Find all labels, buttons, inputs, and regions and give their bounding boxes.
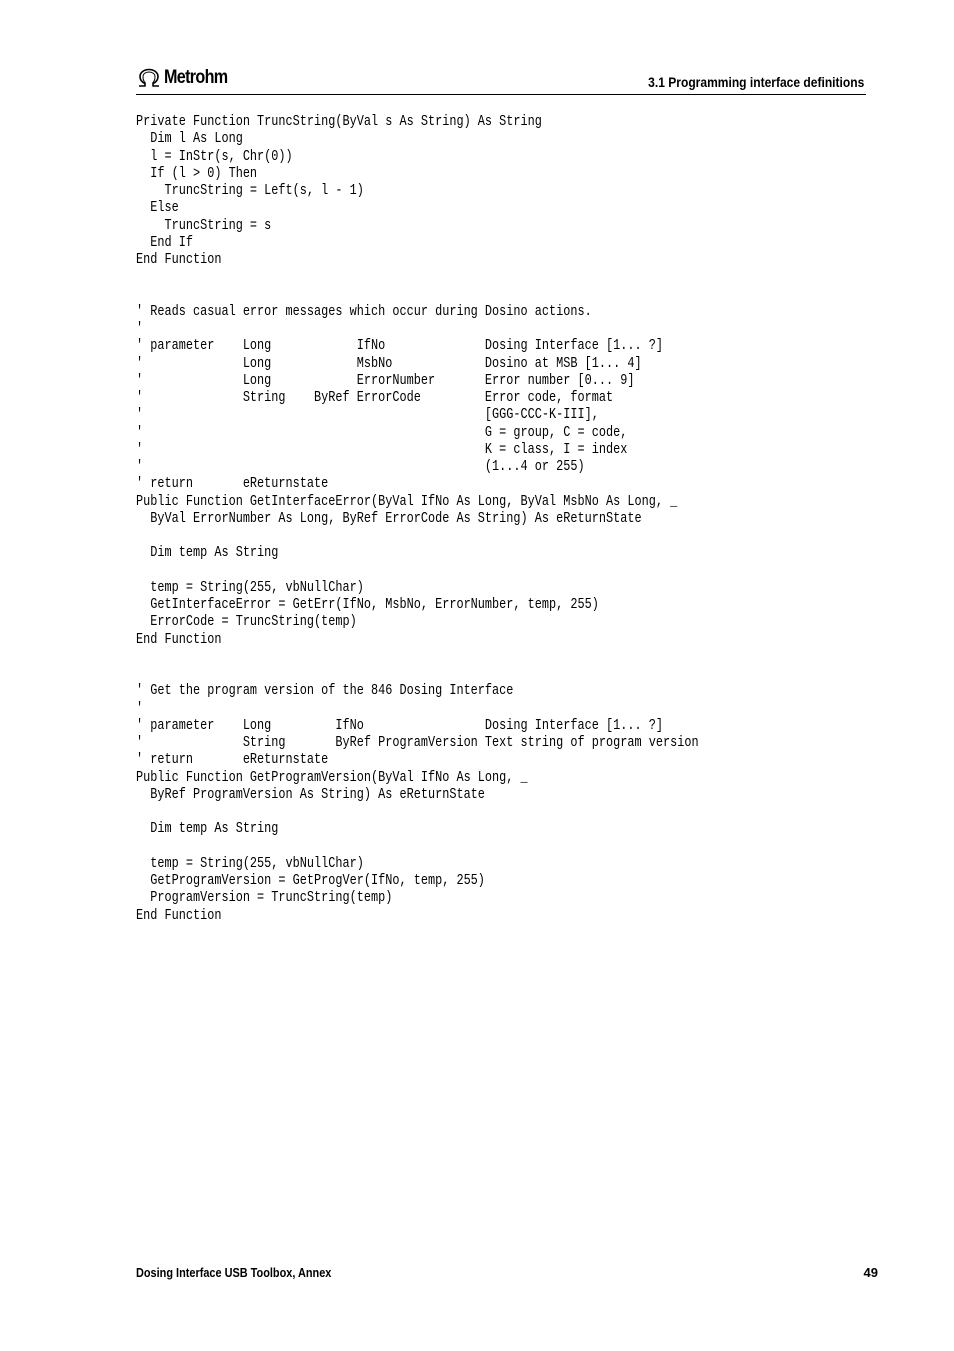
code-line: TruncString = Left(s, l - 1)	[136, 183, 364, 199]
footer-document-title: Dosing Interface USB Toolbox, Annex	[136, 1265, 332, 1280]
code-line: End If	[136, 234, 193, 251]
code-line: ' G = group, C = code,	[136, 424, 628, 441]
code-line: ' Long MsbNo Dosino at MSB [1... 4]	[136, 355, 642, 372]
code-line: TruncString = s	[136, 217, 272, 234]
code-line: GetProgramVersion = GetProgVer(IfNo, temp, 255)	[136, 873, 485, 889]
code-line: ' (1...4 or 255)	[136, 459, 585, 475]
brand-name: Metrohm	[164, 67, 228, 88]
code-line: End Function	[136, 631, 222, 648]
omega-icon	[136, 68, 162, 88]
page-number: 49	[863, 1265, 878, 1280]
code-line: ' return eReturnstate	[136, 476, 329, 493]
code-line: ' K = class, I = index	[136, 441, 628, 458]
code-line: End Function	[136, 907, 222, 924]
section-title: 3.1 Programming interface definitions	[647, 74, 864, 90]
code-line: End Function	[136, 252, 222, 268]
code-line: '	[136, 700, 144, 717]
code-line: Else	[136, 200, 179, 217]
code-line: ByRef ProgramVersion As String) As eReturnState	[136, 786, 485, 803]
code-line: ByVal ErrorNumber As Long, ByRef ErrorCode As String) As eReturnState	[136, 510, 642, 527]
code-line: temp = String(255, vbNullChar)	[136, 855, 364, 872]
code-line: Dim l As Long	[136, 131, 243, 148]
code-line: Dim temp As String	[136, 545, 279, 562]
code-line: ' return eReturnstate	[136, 752, 329, 769]
code-listing	[136, 114, 699, 925]
brand-logo	[136, 66, 239, 90]
code-line: ' [GGG-CCC-K-III],	[136, 407, 599, 424]
code-line: Public Function GetProgramVersion(ByVal IfNo As Long, _	[136, 769, 528, 786]
code-line: ProgramVersion = TruncString(temp)	[136, 890, 393, 907]
code-line: '	[136, 321, 144, 337]
code-line: Public Function GetInterfaceError(ByVal IfNo As Long, ByVal MsbNo As Long, _	[136, 493, 678, 510]
code-line: If (l > 0) Then	[136, 165, 258, 182]
code-line: ' Reads casual error messages which occur during Dosino actions.	[136, 303, 592, 320]
page-header	[136, 66, 866, 95]
code-line: ' String ByRef ProgramVersion Text string of program version	[136, 735, 699, 751]
code-line: ' String ByRef ErrorCode Error code, format	[136, 390, 614, 406]
code-line: GetInterfaceError = GetErr(IfNo, MsbNo, ErrorNumber, temp, 255)	[136, 597, 599, 613]
code-line: ' parameter Long IfNo Dosing Interface [1... ?]	[136, 338, 663, 355]
code-line: ' parameter Long IfNo Dosing Interface [1... ?]	[136, 717, 663, 734]
code-line: Private Function TruncString(ByVal s As String) As String	[136, 114, 542, 130]
code-line: l = InStr(s, Chr(0))	[136, 148, 293, 165]
code-line: ErrorCode = TruncString(temp)	[136, 614, 357, 631]
code-line: temp = String(255, vbNullChar)	[136, 579, 364, 596]
code-line: ' Get the program version of the 846 Dosing Interface	[136, 683, 514, 700]
code-line: ' Long ErrorNumber Error number [0... 9]	[136, 372, 635, 389]
code-line: Dim temp As String	[136, 821, 279, 838]
